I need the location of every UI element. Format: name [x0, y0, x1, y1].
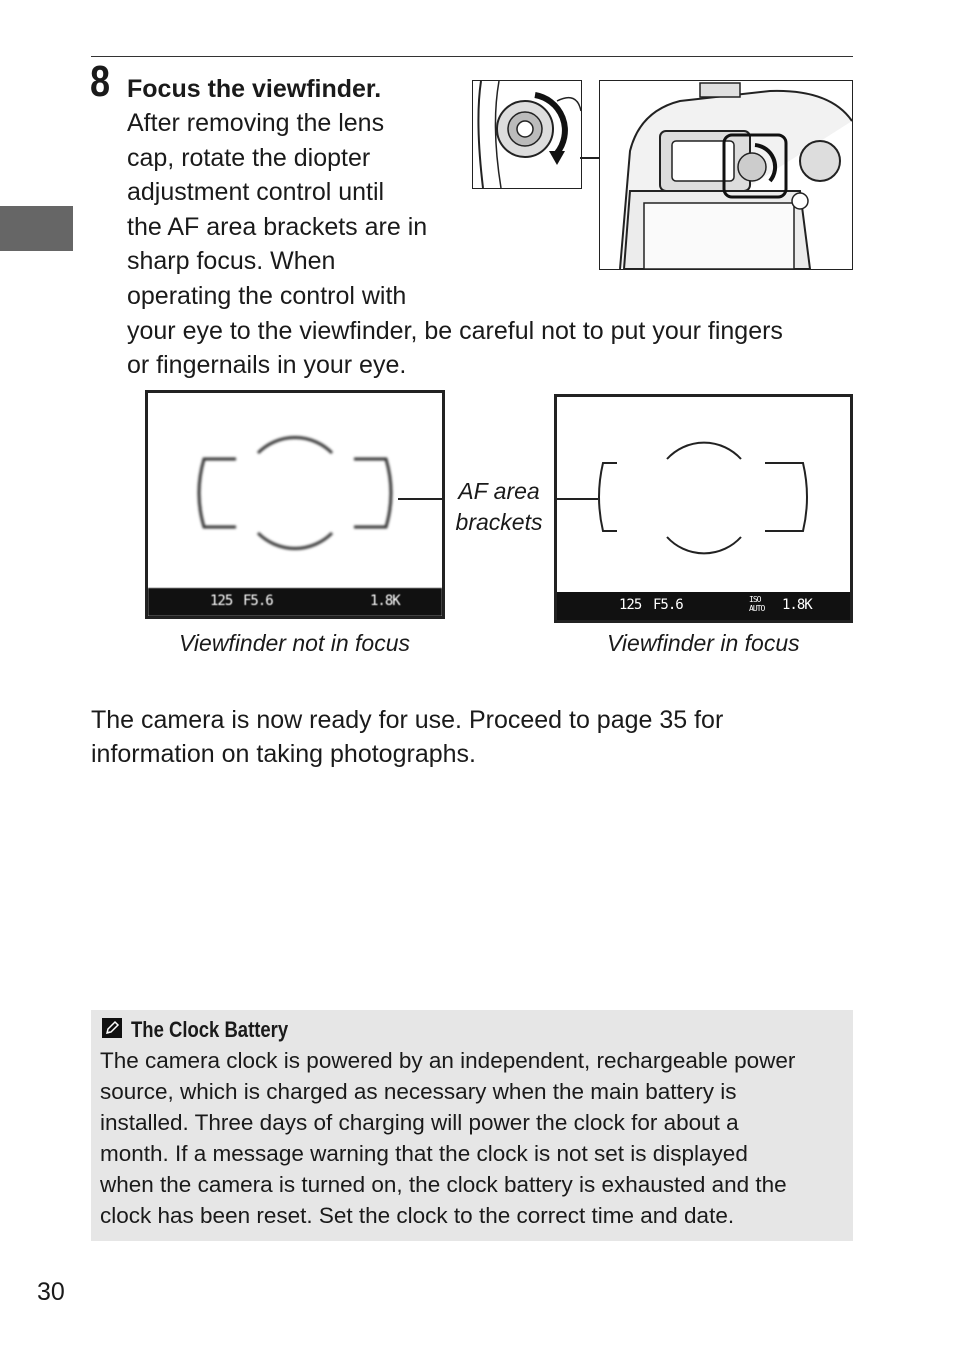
- step-line: sharp focus. When: [127, 247, 336, 276]
- step-line: adjustment control until: [127, 178, 385, 207]
- note-line: month. If a message warning that the clock is not set is displayed: [100, 1141, 748, 1166]
- step-line: cap, rotate the diopter: [127, 143, 371, 172]
- af-area-brackets-label: [450, 476, 548, 538]
- viewfinder-sharp: [554, 394, 853, 623]
- top-rule: [91, 56, 853, 57]
- body-line: information on taking photographs.: [91, 740, 476, 768]
- shutter-speed: 125: [619, 597, 642, 613]
- camera-back-illustration: [599, 80, 853, 270]
- step-title: Focus the viewfinder.: [127, 75, 382, 103]
- callout-line-1: AF area: [458, 478, 540, 504]
- frame-count: 1.8K: [370, 593, 400, 609]
- step-line: or fingernails in your eye.: [127, 351, 407, 380]
- diopter-closeup-illustration: [472, 80, 582, 189]
- pencil-icon: [102, 1018, 122, 1038]
- note-line: source, which is charged as necessary when the main battery is: [100, 1079, 737, 1104]
- aperture: F5.6: [243, 593, 273, 609]
- caption-not-in-focus: Viewfinder not in focus: [179, 630, 410, 656]
- caption-in-focus: Viewfinder in focus: [607, 630, 800, 656]
- viewfinder-info-bar: [557, 592, 850, 620]
- page-number: 30: [37, 1278, 65, 1306]
- section-tab: [0, 206, 73, 251]
- viewfinder-info-bar: [148, 588, 442, 616]
- body-paragraph: [91, 703, 723, 771]
- callout-line-2: brackets: [455, 509, 543, 535]
- callout-line-left: [398, 498, 445, 500]
- note-line: when the camera is turned on, the clock battery is exhausted and the: [100, 1172, 787, 1197]
- viewfinder-blurred: [145, 390, 445, 619]
- body-line: The camera is now ready for use. Proceed to page 35 for: [91, 706, 724, 734]
- aperture: F5.6: [653, 597, 683, 613]
- step-line: After removing the lens: [127, 109, 385, 137]
- step-line: the AF area brackets are in: [127, 212, 428, 241]
- note-line: The camera clock is powered by an independent, rechargeable power: [100, 1048, 796, 1073]
- frame-count: 1.8K: [782, 597, 812, 613]
- step-line: operating the control with: [127, 281, 407, 310]
- note-title: The Clock Battery: [131, 1017, 289, 1042]
- note-body: [100, 1045, 795, 1231]
- shutter-speed: 125: [210, 593, 233, 609]
- callout-line-right: [554, 498, 598, 500]
- step-number: 8: [90, 57, 111, 106]
- iso-auto-indicator: ISO AUTO: [749, 595, 765, 613]
- note-line: clock has been reset. Set the clock to the correct time and date.: [100, 1203, 735, 1228]
- step-line: your eye to the viewfinder, be careful not to put your fingers: [127, 316, 783, 345]
- note-box: [91, 1010, 853, 1241]
- note-line: installed. Three days of charging will power the clock for about a: [100, 1110, 739, 1135]
